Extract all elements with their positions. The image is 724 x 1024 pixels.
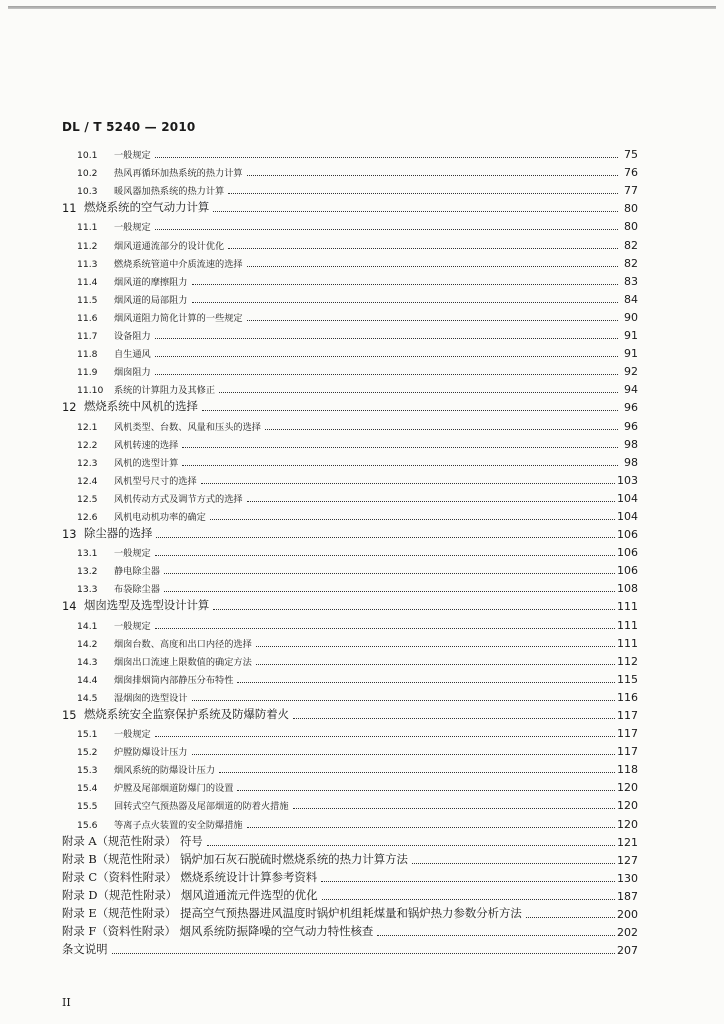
toc-entry-title: 热风再循环加热系统的热力计算 <box>114 168 243 180</box>
dot-leader <box>247 501 615 502</box>
dot-leader <box>156 537 615 538</box>
toc-section-row[interactable] <box>62 794 638 812</box>
toc-appendix-row[interactable] <box>62 885 638 903</box>
toc-appendix-row[interactable] <box>62 921 638 939</box>
toc-entry-number: 14.3 <box>77 656 98 668</box>
toc-entry-page: 92 <box>624 365 638 379</box>
toc-entry-page: 75 <box>624 148 638 162</box>
toc-entry-title: 烟风道的摩擦阻力 <box>114 276 188 288</box>
toc-section-row[interactable] <box>62 324 638 342</box>
toc-entry-title: 烟囱阻力 <box>114 367 151 379</box>
toc-entry-title: 燃烧系统管道中介质流速的选择 <box>114 258 243 270</box>
dot-leader <box>228 193 618 194</box>
toc-entry-page: 104 <box>617 509 638 523</box>
dot-leader <box>201 483 615 484</box>
toc-entry-number: 13.1 <box>77 548 98 560</box>
toc-section-row[interactable] <box>62 668 638 686</box>
toc-entry-page: 82 <box>624 238 638 252</box>
dot-leader <box>237 790 615 791</box>
toc-entry-page: 111 <box>617 600 638 614</box>
toc-entry-number: 11.3 <box>77 258 98 270</box>
toc-entry-number: 12 <box>62 400 77 415</box>
toc-entry-title: 一般规定 <box>114 150 151 162</box>
toc-entry-number: 10.1 <box>77 150 98 162</box>
toc-section-row[interactable] <box>62 288 638 306</box>
toc-section-row[interactable] <box>62 143 638 161</box>
toc-entry-page: 121 <box>617 835 638 849</box>
top-rule <box>8 6 716 9</box>
toc-section-row[interactable] <box>62 487 638 505</box>
dot-leader <box>321 881 615 882</box>
toc-entry-page: 207 <box>617 944 638 958</box>
toc-section-row[interactable] <box>62 812 638 830</box>
toc-entry-title: 烟囱排烟筒内部静压分布特性 <box>114 674 234 686</box>
dot-leader <box>213 609 615 610</box>
toc-entry-title: 炉膛及尾部烟道防爆门的设置 <box>114 783 234 795</box>
toc-section-row[interactable] <box>62 433 638 451</box>
toc-entry-title: 附录 B（规范性附录） 锅炉加石灰石脱硫时燃烧系统的热力计算方法 <box>62 851 408 866</box>
toc-entry-page: 96 <box>624 401 638 415</box>
toc-section-row[interactable] <box>62 360 638 378</box>
toc-entry-title: 附录 F（资料性附录） 烟风系统防振降噪的空气动力特性核查 <box>62 924 374 939</box>
dot-leader <box>265 429 618 430</box>
toc-entry-number: 10.2 <box>77 168 98 180</box>
toc-section-row[interactable] <box>62 613 638 631</box>
toc-section-row[interactable] <box>62 650 638 668</box>
toc-entry-number: 12.2 <box>77 439 98 451</box>
toc-section-row[interactable] <box>62 505 638 523</box>
toc-entry-number: 13.2 <box>77 566 98 578</box>
toc-entry-number: 14 <box>62 599 77 614</box>
dot-leader <box>219 392 618 393</box>
toc-entry-number: 11.6 <box>77 312 98 324</box>
toc-entry-title: 烟囱出口流速上限数值的确定方法 <box>114 656 252 668</box>
toc-entry-title: 回转式空气预热器及尾部烟道的防着火措施 <box>114 801 289 813</box>
toc-entry-page: 120 <box>617 799 638 813</box>
toc-entry-title: 自生通风 <box>114 349 151 361</box>
toc-entry-title: 风机类型、台数、风量和压头的选择 <box>114 421 261 433</box>
toc-entry-number: 12.3 <box>77 457 98 469</box>
toc-entry-page: 202 <box>617 926 638 940</box>
toc-section-row[interactable] <box>62 161 638 179</box>
toc-entry-page: 77 <box>624 184 638 198</box>
toc-entry-page: 91 <box>624 329 638 343</box>
toc-entry-page: 130 <box>617 871 638 885</box>
toc-entry-page: 120 <box>617 781 638 795</box>
toc-entry-title: 烟囱选型及选型设计计算 <box>84 598 210 613</box>
toc-section-row[interactable] <box>62 686 638 704</box>
toc-entry-title: 静电除尘器 <box>114 566 160 578</box>
toc-entry-page: 112 <box>617 654 638 668</box>
dot-leader <box>155 736 615 737</box>
toc-entry-page: 90 <box>624 310 638 324</box>
toc-section-row[interactable] <box>62 469 638 487</box>
toc-entry-title: 一般规定 <box>114 548 151 560</box>
toc-entry-title: 燃烧系统安全监察保护系统及防爆防着火 <box>84 707 290 721</box>
toc-entry-number: 12.4 <box>77 475 98 487</box>
toc-entry-number: 15.4 <box>77 783 98 795</box>
toc-chapter-row[interactable] <box>62 523 638 541</box>
dot-leader <box>155 229 618 230</box>
toc-entry-title: 附录 E（规范性附录） 提高空气预热器进风温度时锅炉机组耗煤量和锅炉热力参数分析方法 <box>62 906 522 921</box>
toc-entry-title: 风机传动方式及调节方式的选择 <box>114 493 243 505</box>
toc-entry-title: 风机的选型计算 <box>114 457 179 469</box>
toc-section-row[interactable] <box>62 378 638 396</box>
toc-entry-title: 燃烧系统的空气动力计算 <box>84 200 210 215</box>
toc-entry-title: 风机电动机功率的确定 <box>114 511 206 523</box>
dot-leader <box>155 374 618 375</box>
toc-entry-title: 燃烧系统中风机的选择 <box>84 399 198 414</box>
toc-chapter-row[interactable] <box>62 197 638 215</box>
toc-section-row[interactable] <box>62 233 638 251</box>
dot-leader <box>210 519 615 520</box>
toc-appendix-row[interactable] <box>62 831 638 849</box>
dot-leader <box>247 320 618 321</box>
table-of-contents <box>62 143 638 957</box>
dot-leader <box>247 175 618 176</box>
dot-leader <box>256 664 615 665</box>
toc-entry-page: 76 <box>624 166 638 180</box>
toc-section-row[interactable] <box>62 252 638 270</box>
toc-entry-page: 108 <box>617 582 638 596</box>
toc-entry-number: 11 <box>62 201 77 216</box>
toc-section-row[interactable] <box>62 632 638 650</box>
toc-entry-number: 15.6 <box>77 819 98 831</box>
toc-section-row[interactable] <box>62 342 638 360</box>
toc-entry-page: 111 <box>617 618 638 632</box>
toc-entry-page: 106 <box>617 528 638 542</box>
dot-leader <box>526 917 615 918</box>
toc-appendix-row[interactable] <box>62 867 638 885</box>
toc-entry-page: 104 <box>617 491 638 505</box>
toc-entry-page: 187 <box>617 889 638 903</box>
toc-entry-title: 附录 D（规范性附录） 烟风道通流元件选型的优化 <box>62 887 318 902</box>
toc-entry-page: 115 <box>617 672 638 686</box>
dot-leader <box>155 338 618 339</box>
toc-entry-number: 11.8 <box>77 349 98 361</box>
toc-entry-page: 96 <box>624 419 638 433</box>
toc-entry-title: 附录 A（规范性附录） 符号 <box>62 833 203 848</box>
toc-entry-page: 94 <box>624 383 638 397</box>
dot-leader <box>192 284 619 285</box>
toc-entry-title: 风机型号尺寸的选择 <box>114 475 197 487</box>
toc-entry-number: 11.5 <box>77 294 98 306</box>
toc-entry-title: 烟风系统的防爆设计压力 <box>114 765 216 777</box>
toc-entry-page: 98 <box>624 437 638 451</box>
toc-section-row[interactable] <box>62 577 638 595</box>
toc-section-row[interactable] <box>62 722 638 740</box>
toc-entry-page: 80 <box>624 202 638 216</box>
toc-entry-title: 炉膛防爆设计压力 <box>114 747 188 759</box>
toc-entry-number: 13.3 <box>77 584 98 596</box>
toc-entry-page: 116 <box>617 690 638 704</box>
toc-entry-number: 14.2 <box>77 638 98 650</box>
toc-entry-number: 11.1 <box>77 222 98 234</box>
toc-entry-title: 烟风道阻力简化计算的一些规定 <box>114 312 243 324</box>
toc-entry-page: 82 <box>624 256 638 270</box>
toc-entry-number: 15.5 <box>77 801 98 813</box>
toc-section-row[interactable] <box>62 776 638 794</box>
toc-entry-title: 一般规定 <box>114 222 151 234</box>
dot-leader <box>164 591 615 592</box>
dot-leader <box>155 356 618 357</box>
toc-entry-number: 11.9 <box>77 367 98 379</box>
toc-section-row[interactable] <box>62 541 638 559</box>
dot-leader <box>247 827 615 828</box>
dot-leader <box>237 682 615 683</box>
toc-entry-title: 湿烟囱的选型设计 <box>114 692 188 704</box>
toc-entry-page: 80 <box>624 220 638 234</box>
toc-section-row[interactable] <box>62 179 638 197</box>
dot-leader <box>192 754 616 755</box>
toc-appendix-row[interactable] <box>62 939 638 957</box>
dot-leader <box>164 573 615 574</box>
toc-section-row[interactable] <box>62 559 638 577</box>
dot-leader <box>256 646 615 647</box>
dot-leader <box>112 953 615 954</box>
dot-leader <box>192 302 619 303</box>
toc-entry-number: 11.2 <box>77 240 98 252</box>
toc-entry-title: 等离子点火装置的安全防爆措施 <box>114 819 243 831</box>
toc-entry-page: 111 <box>617 636 638 650</box>
dot-leader <box>219 772 615 773</box>
toc-entry-title: 风机转速的选择 <box>114 439 179 451</box>
toc-entry-number: 14.1 <box>77 620 98 632</box>
dot-leader <box>377 935 615 936</box>
toc-entry-page: 103 <box>617 473 638 487</box>
toc-entry-page: 120 <box>617 817 638 831</box>
dot-leader <box>213 211 618 212</box>
toc-section-row[interactable] <box>62 758 638 776</box>
toc-entry-title: 烟风道的局部阻力 <box>114 294 188 306</box>
toc-entry-number: 14.5 <box>77 692 98 704</box>
toc-section-row[interactable] <box>62 414 638 432</box>
toc-entry-number: 11.10 <box>77 385 104 397</box>
toc-section-row[interactable] <box>62 451 638 469</box>
toc-entry-number: 10.3 <box>77 186 98 198</box>
toc-entry-title: 一般规定 <box>114 729 151 741</box>
toc-entry-title: 烟风道通流部分的设计优化 <box>114 240 225 252</box>
dot-leader <box>182 447 618 448</box>
dot-leader <box>155 628 615 629</box>
toc-entry-page: 127 <box>617 853 638 867</box>
dot-leader <box>182 465 618 466</box>
toc-entry-number: 11.7 <box>77 331 98 343</box>
toc-entry-title: 附录 C（资料性附录） 燃烧系统设计计算参考资料 <box>62 869 318 884</box>
toc-entry-title: 除尘器的选择 <box>84 526 153 541</box>
toc-entry-page: 83 <box>624 274 638 288</box>
toc-entry-page: 106 <box>617 546 638 560</box>
dot-leader <box>293 808 615 809</box>
toc-entry-number: 15.1 <box>77 729 98 741</box>
toc-entry-page: 91 <box>624 347 638 361</box>
toc-entry-number: 12.5 <box>77 493 98 505</box>
toc-entry-page: 84 <box>624 292 638 306</box>
toc-entry-title: 暖风器加热系统的热力计算 <box>114 186 225 198</box>
toc-entry-number: 12.6 <box>77 511 98 523</box>
document-code-header: DL / T 5240 — 2010 <box>62 120 196 134</box>
dot-leader <box>412 863 615 864</box>
toc-entry-page: 117 <box>617 709 638 722</box>
toc-chapter-row[interactable] <box>62 396 638 414</box>
toc-entry-title: 一般规定 <box>114 620 151 632</box>
toc-entry-number: 14.4 <box>77 674 98 686</box>
toc-entry-page: 117 <box>617 727 638 741</box>
toc-chapter-row[interactable] <box>62 704 638 722</box>
dot-leader <box>228 248 618 249</box>
toc-entry-page: 200 <box>617 908 638 922</box>
toc-entry-title: 条文说明 <box>62 942 108 957</box>
toc-entry-page: 98 <box>624 455 638 469</box>
toc-appendix-row[interactable] <box>62 849 638 867</box>
dot-leader <box>202 410 618 411</box>
toc-entry-page: 117 <box>617 745 638 759</box>
toc-section-row[interactable] <box>62 215 638 233</box>
toc-entry-page: 106 <box>617 564 638 578</box>
toc-section-row[interactable] <box>62 270 638 288</box>
toc-entry-title: 烟囱台数、高度和出口内径的选择 <box>114 638 252 650</box>
toc-appendix-row[interactable] <box>62 903 638 921</box>
toc-entry-title: 系统的计算阻力及其修正 <box>114 385 216 397</box>
toc-entry-title: 布袋除尘器 <box>114 584 160 596</box>
toc-section-row[interactable] <box>62 306 638 324</box>
toc-entry-title: 设备阻力 <box>114 331 151 343</box>
toc-entry-page: 118 <box>617 763 638 777</box>
dot-leader <box>207 845 615 846</box>
toc-chapter-row[interactable] <box>62 595 638 613</box>
dot-leader <box>192 700 616 701</box>
toc-entry-number: 15.2 <box>77 747 98 759</box>
toc-section-row[interactable] <box>62 740 638 758</box>
toc-entry-number: 13 <box>62 527 77 542</box>
dot-leader <box>322 899 615 900</box>
toc-entry-number: 15 <box>62 708 77 722</box>
toc-entry-number: 11.4 <box>77 276 98 288</box>
page-number-footer: II <box>62 996 71 1009</box>
toc-entry-number: 15.3 <box>77 765 98 777</box>
dot-leader <box>247 266 618 267</box>
toc-entry-number: 12.1 <box>77 421 98 433</box>
dot-leader <box>155 157 618 158</box>
dot-leader <box>293 718 615 719</box>
dot-leader <box>155 555 615 556</box>
